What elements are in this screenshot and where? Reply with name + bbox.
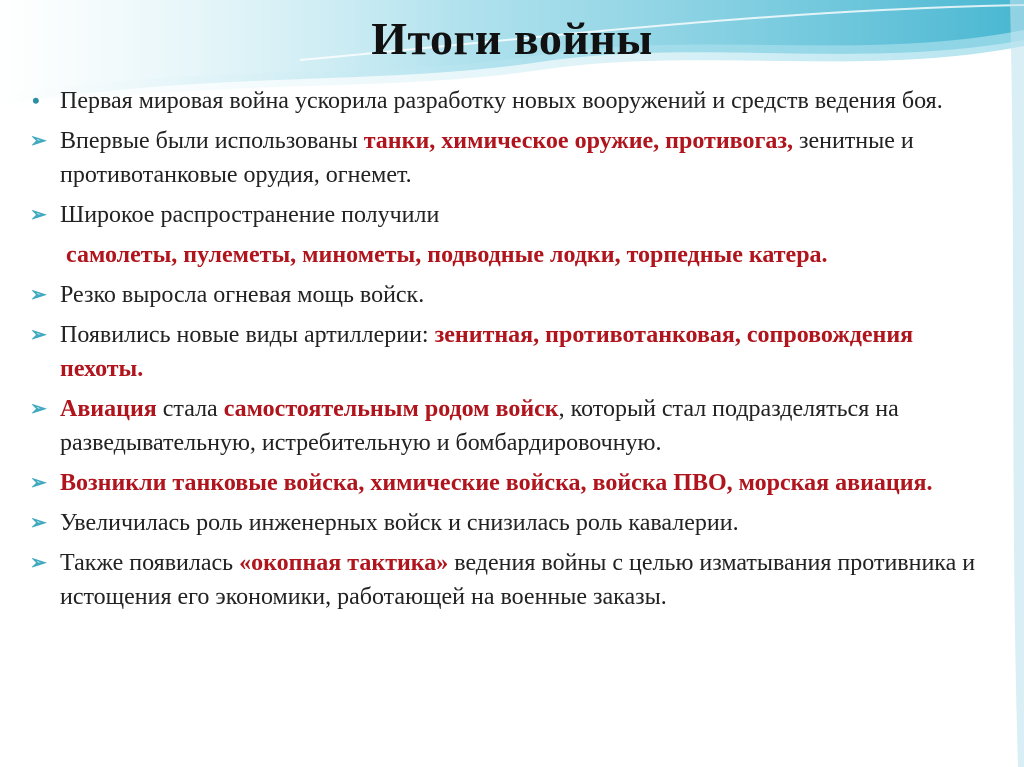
arrow-bullet-icon: ➢	[30, 512, 47, 534]
list-item	[28, 238, 988, 272]
item-text: Появились новые виды артиллерии:	[60, 322, 435, 348]
highlighted-text: самолеты, пулеметы, минометы, подводные лодки, торпедные катера.	[66, 242, 828, 268]
highlighted-text: Авиация	[60, 396, 157, 422]
slide-title: Итоги войны	[371, 13, 653, 64]
list-item	[28, 466, 988, 500]
list-item	[28, 198, 988, 232]
bullet-dot-icon: •	[32, 88, 40, 113]
item-text: Резко выросла огневая мощь войск.	[60, 282, 425, 308]
highlighted-text: танки, химическое оружие, противогаз,	[363, 128, 793, 154]
arrow-bullet-icon: ➢	[30, 552, 47, 574]
item-text: Увеличилась роль инженерных войск и снизилась роль кавалерии.	[60, 510, 739, 536]
highlighted-text: «окопная тактика»	[239, 550, 449, 576]
item-text: Широкое распространение получили	[60, 202, 440, 228]
bullet-list	[28, 84, 988, 620]
list-item	[28, 278, 988, 312]
item-text: ведения войны с целью изматывания противника и истощения его экономики, работающей на военные заказы.	[60, 550, 976, 610]
list-item	[28, 392, 988, 460]
list-item	[28, 318, 988, 386]
arrow-bullet-icon: ➢	[30, 284, 47, 306]
arrow-bullet-icon: ➢	[30, 398, 47, 420]
item-text: Первая мировая война ускорила разработку новых вооружений и средств ведения боя.	[60, 88, 943, 114]
arrow-bullet-icon: ➢	[30, 130, 47, 152]
list-item	[28, 84, 988, 118]
highlighted-text: зенитная, противотанковая, сопровождения пехоты.	[60, 322, 914, 382]
item-text: зенитные и противотанковые орудия, огнемет.	[60, 128, 914, 188]
item-text: Также появилась	[60, 550, 240, 576]
arrow-bullet-icon: ➢	[30, 324, 47, 346]
item-text: Впервые были использованы	[60, 128, 364, 154]
arrow-bullet-icon: ➢	[30, 472, 47, 494]
item-text: , который стал подразделяться на разведывательную, истребительную и бомбардировочную.	[60, 396, 899, 456]
highlighted-text: Возникли танковые войска, химические войска, войска ПВО, морская авиация.	[60, 470, 933, 496]
wave-right-edge	[1010, 0, 1024, 767]
list-item	[28, 124, 988, 192]
highlighted-text: самостоятельным родом войск	[223, 396, 559, 422]
list-item	[28, 546, 988, 614]
arrow-bullet-icon: ➢	[30, 204, 47, 226]
item-text: стала	[156, 396, 224, 422]
list-item	[28, 506, 988, 540]
